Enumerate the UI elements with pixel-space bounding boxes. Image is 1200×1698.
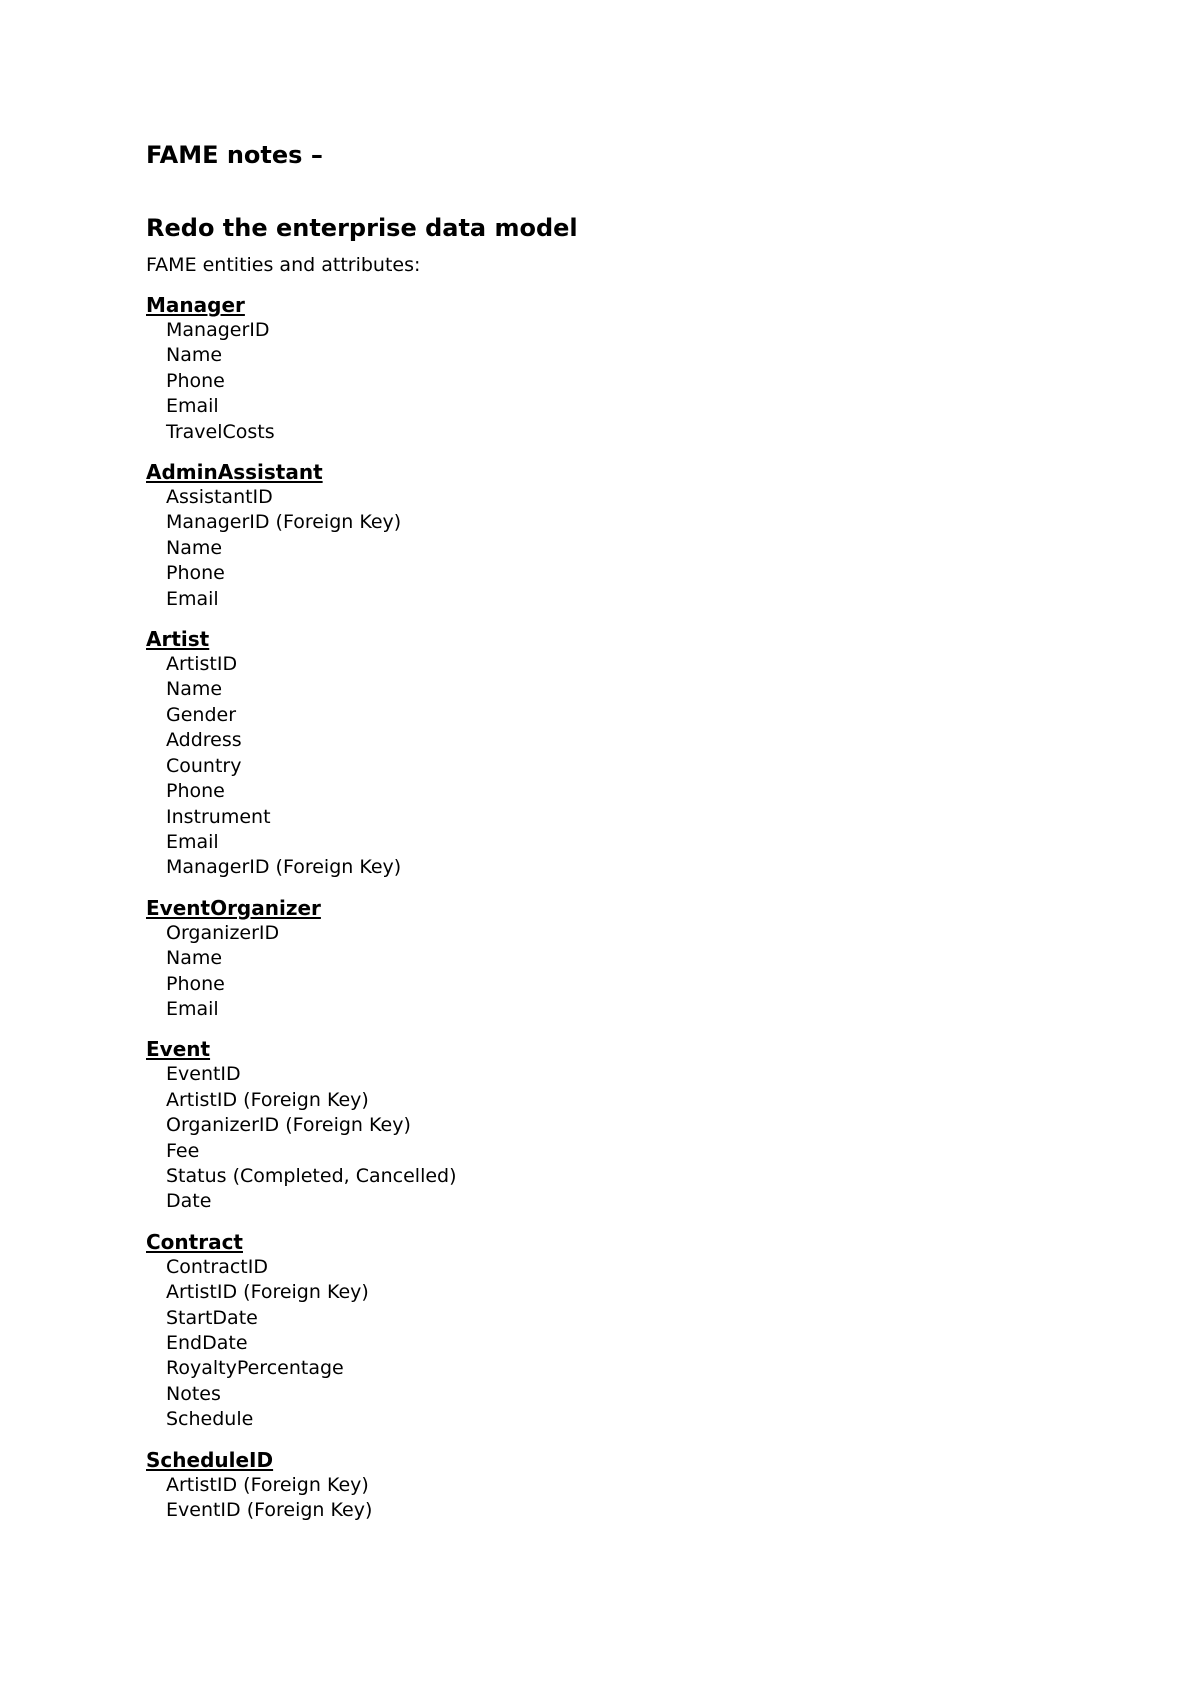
entity-section [146,459,1146,612]
attribute-item: Name [166,947,223,970]
attribute-item: ManagerID [166,319,270,341]
entity-name: ScheduleID [146,1447,274,1472]
attribute-item: ArtistID (Foreign Key) [166,1281,369,1304]
entity-section [146,626,1146,881]
attribute-item: Name [166,344,223,367]
attribute-list [146,921,1146,1023]
attribute-item: ArtistID (Foreign Key) [166,1473,369,1496]
attribute-item: StartDate [166,1306,258,1329]
attribute-item: OrganizerID (Foreign Key) [166,1114,411,1137]
document-title: FAME notes – [146,141,323,169]
entity-section [146,1447,1146,1524]
entity-section [146,1229,1146,1433]
attribute-item: Schedule [166,1408,254,1431]
entity-section [146,292,1146,445]
entity-section [146,895,1146,1023]
attribute-list [146,1062,1146,1214]
attribute-list [146,1255,1146,1433]
attribute-list [146,318,1146,445]
document-page [146,140,1146,1523]
attribute-item: Notes [166,1382,221,1405]
attribute-item: TravelCosts [166,420,275,443]
attribute-item: Email [166,830,219,853]
entity-name: Event [146,1037,211,1062]
attribute-item: ManagerID (Foreign Key) [166,511,402,534]
attribute-item: ArtistID [166,653,238,676]
attribute-item: Phone [166,562,225,585]
attribute-item: Date [166,1190,212,1213]
attribute-item: Fee [166,1139,200,1162]
attribute-item: EndDate [166,1332,248,1354]
attribute-item: ManagerID (Foreign Key) [166,856,402,879]
entity-name: Manager [146,293,245,317]
attribute-item: Phone [166,369,225,392]
attribute-list [146,485,1146,612]
attribute-item: Email [166,997,219,1020]
attribute-item: AssistantID [166,486,273,509]
attribute-item: OrganizerID [166,921,280,944]
attribute-item: ArtistID (Foreign Key) [166,1088,369,1111]
entity-name: EventOrganizer [146,895,321,920]
attribute-item: Address [166,729,242,752]
attribute-item: Phone [166,972,225,995]
entity-name: AdminAssistant [146,460,323,485]
entity-list [146,292,1146,1523]
attribute-item: Instrument [166,805,271,828]
attribute-item: RoyaltyPercentage [166,1357,344,1380]
entity-name: Artist [146,627,210,652]
attribute-item: Phone [166,780,225,803]
section-heading: Redo the enterprise data model [146,214,578,242]
attribute-item: Name [166,536,223,559]
attribute-item: Email [166,587,219,610]
entity-section [146,1036,1146,1214]
attribute-item: ContractID [166,1255,268,1278]
attribute-item: Country [166,754,242,777]
attribute-item: EventID (Foreign Key) [166,1499,373,1522]
attribute-list [146,652,1146,881]
attribute-item: Gender [166,703,237,726]
intro-text: FAME entities and attributes: [146,254,421,276]
entity-name: Contract [146,1229,243,1254]
attribute-item: Name [166,678,223,701]
attribute-list [146,1473,1146,1524]
attribute-item: Status (Completed, Cancelled) [166,1164,457,1187]
attribute-item: EventID [166,1063,241,1086]
attribute-item: Email [166,395,219,418]
